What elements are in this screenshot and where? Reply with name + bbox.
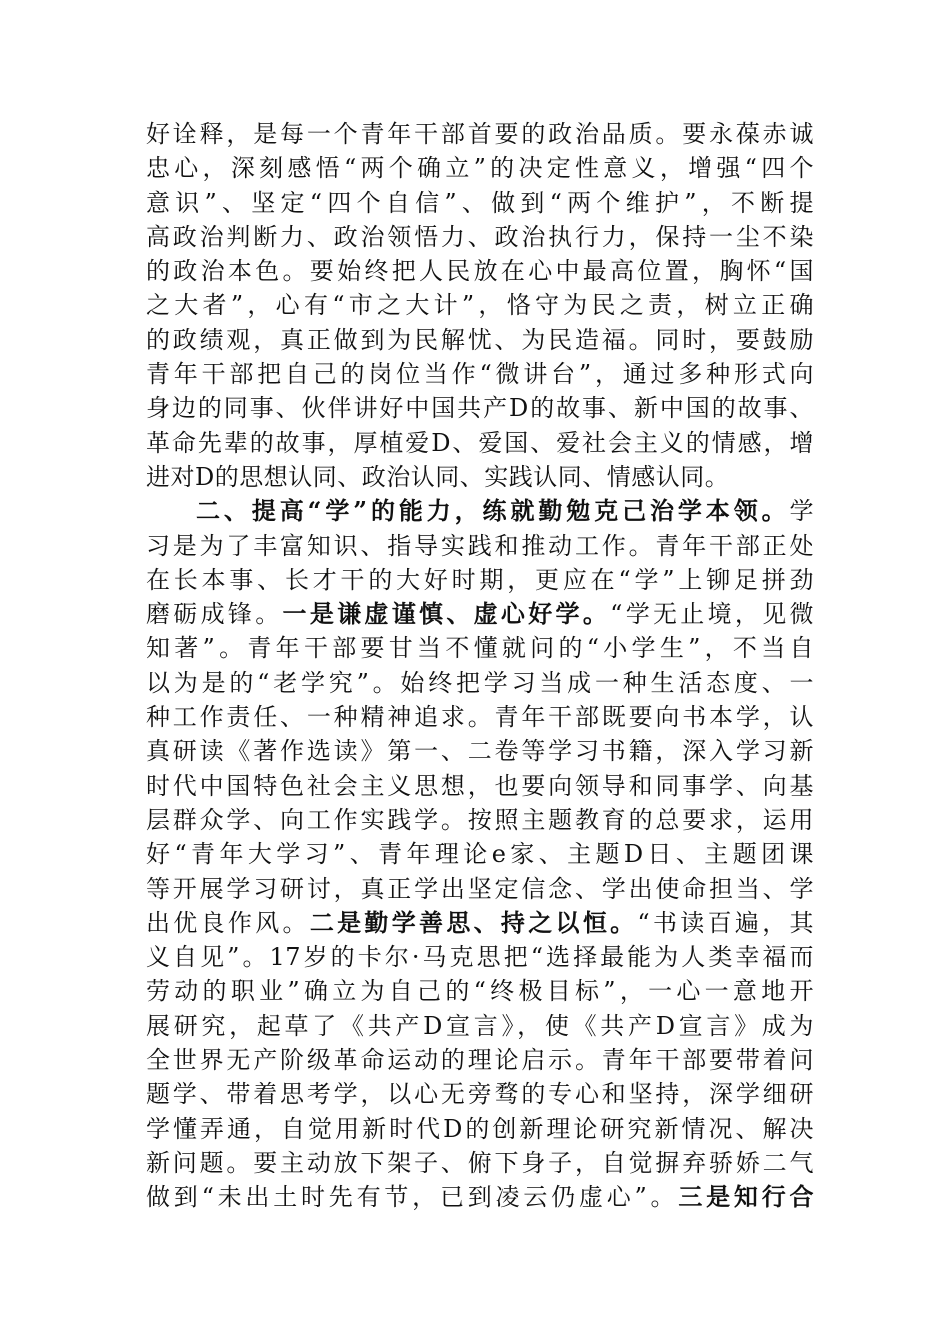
paragraph-text: 做到“未出土时先有节，已到凌云仍虚心”。: [146, 1183, 679, 1212]
text-line: [146, 563, 814, 597]
body-text: [146, 117, 814, 1215]
paragraph-text: 知著”。青年干部要甘当不懂就问的“小学生”，不当自: [146, 634, 814, 663]
paragraph-text: 劳动的职业”确立为自己的“终极目标”，一心一意地开: [146, 977, 814, 1006]
text-line: [146, 357, 814, 391]
bold-heading-text: 二是勤学善思、持之以恒。: [309, 907, 638, 937]
text-line: [146, 186, 814, 220]
paragraph-text: 以为是的“老学究”。始终把学习当成一种生活态度、一: [146, 668, 814, 697]
text-line: [146, 391, 814, 425]
text-line: [146, 1112, 814, 1146]
text-line: [146, 1180, 814, 1214]
text-line: [146, 940, 814, 974]
bold-heading-text: 二、提高“学”的能力，练就勤勉克己治学本领。: [196, 496, 790, 526]
bold-heading-text: 三是知行合: [678, 1182, 814, 1212]
paragraph-text: 意识”、坚定“四个自信”、做到“两个维护”，不断提: [146, 188, 814, 217]
text-line: [146, 1009, 814, 1043]
paragraph-text: “书读百遍，其: [637, 908, 814, 937]
text-line: [146, 288, 814, 322]
text-line: [146, 666, 814, 700]
paragraph-text: 学懂弄通，自觉用新时代D的创新理论研究新情况、解决: [146, 1114, 814, 1143]
paragraph-text: 在长本事、长才干的大好时期，更应在“学”上铆足拼劲: [146, 565, 814, 594]
paragraph-text: 进对D的思想认同、政治认同、实践认同、情感认同。: [146, 462, 730, 491]
paragraph-text: 之大者”，心有“市之大计”，恪守为民之责，树立正确: [146, 291, 814, 320]
text-line: [146, 700, 814, 734]
paragraph-text: 青年干部把自己的岗位当作“微讲台”，通过多种形式向: [146, 360, 814, 389]
text-line: [146, 837, 814, 871]
paragraph-text: 真研读《著作选读》第一、二卷等学习书籍，深入学习新: [146, 737, 814, 766]
paragraph-text: 时代中国特色社会主义思想，也要向领导和同事学、向基: [146, 771, 814, 800]
text-line: [146, 974, 814, 1008]
text-line: [146, 323, 814, 357]
paragraph-text: 好“青年大学习”、青年理论e家、主题D日、主题团课: [146, 840, 814, 869]
paragraph-text: 忠心，深刻感悟“两个确立”的决定性意义，增强“四个: [146, 154, 814, 183]
text-line: [146, 117, 814, 151]
text-line: [146, 254, 814, 288]
paragraph-text: 高政治判断力、政治领悟力、政治执行力，保持一尘不染: [146, 222, 814, 251]
paragraph-text: 磨砺成锋。: [146, 600, 283, 629]
paragraph-text: 全世界无产阶级革命运动的理论启示。青年干部要带着问: [146, 1046, 814, 1075]
text-line: [146, 734, 814, 768]
text-line: [146, 872, 814, 906]
text-line: [146, 529, 814, 563]
text-line: [146, 1146, 814, 1180]
paragraph-text: 身边的同事、伙伴讲好中国共产D的故事、新中国的故事、: [146, 394, 814, 423]
paragraph-text: 义自见”。17岁的卡尔·马克思把“选择最能为人类幸福而: [146, 943, 814, 972]
text-line: [146, 597, 814, 631]
text-line: [146, 494, 814, 528]
text-line: [146, 906, 814, 940]
text-line: [146, 769, 814, 803]
text-line: [146, 460, 814, 494]
paragraph-text: 革命先辈的故事，厚植爱D、爱国、爱社会主义的情感，增: [146, 428, 814, 457]
paragraph-text: 题学、带着思考学，以心无旁骛的专心和坚持，深学细研: [146, 1080, 814, 1109]
paragraph-text: 层群众学、向工作实践学。按照主题教育的总要求，运用: [146, 805, 814, 834]
text-line: [146, 803, 814, 837]
text-line: [146, 1077, 814, 1111]
text-line: [146, 1043, 814, 1077]
text-line: [146, 426, 814, 460]
paragraph-text: “学无止境，见微: [610, 600, 814, 629]
paragraph-text: 好诠释，是每一个青年干部首要的政治品质。要永葆赤诚: [146, 120, 814, 148]
text-line: [146, 151, 814, 185]
text-line: [146, 631, 814, 665]
text-line: [146, 220, 814, 254]
paragraph-text: 展研究，起草了《共产D宣言》，使《共产D宣言》成为: [146, 1011, 814, 1040]
bold-heading-text: 一是谦虚谨慎、虚心好学。: [282, 599, 611, 629]
paragraph-text: 学: [789, 497, 814, 526]
paragraph-text: 的政治本色。要始终把人民放在心中最高位置，胸怀“国: [146, 257, 814, 286]
paragraph-text: 的政绩观，真正做到为民解忧、为民造福。同时，要鼓励: [146, 325, 814, 354]
paragraph-text: 新问题。要主动放下架子、俯下身子，自觉摒弃骄娇二气: [146, 1148, 814, 1177]
paragraph-text: 出优良作风。: [146, 908, 310, 937]
paragraph-text: 种工作责任、一种精神追求。青年干部既要向书本学，认: [146, 703, 814, 732]
paragraph-text: 等开展学习研讨，真正学出坚定信念、学出使命担当、学: [146, 874, 814, 903]
paragraph-text: 习是为了丰富知识、指导实践和推动工作。青年干部正处: [146, 531, 814, 560]
